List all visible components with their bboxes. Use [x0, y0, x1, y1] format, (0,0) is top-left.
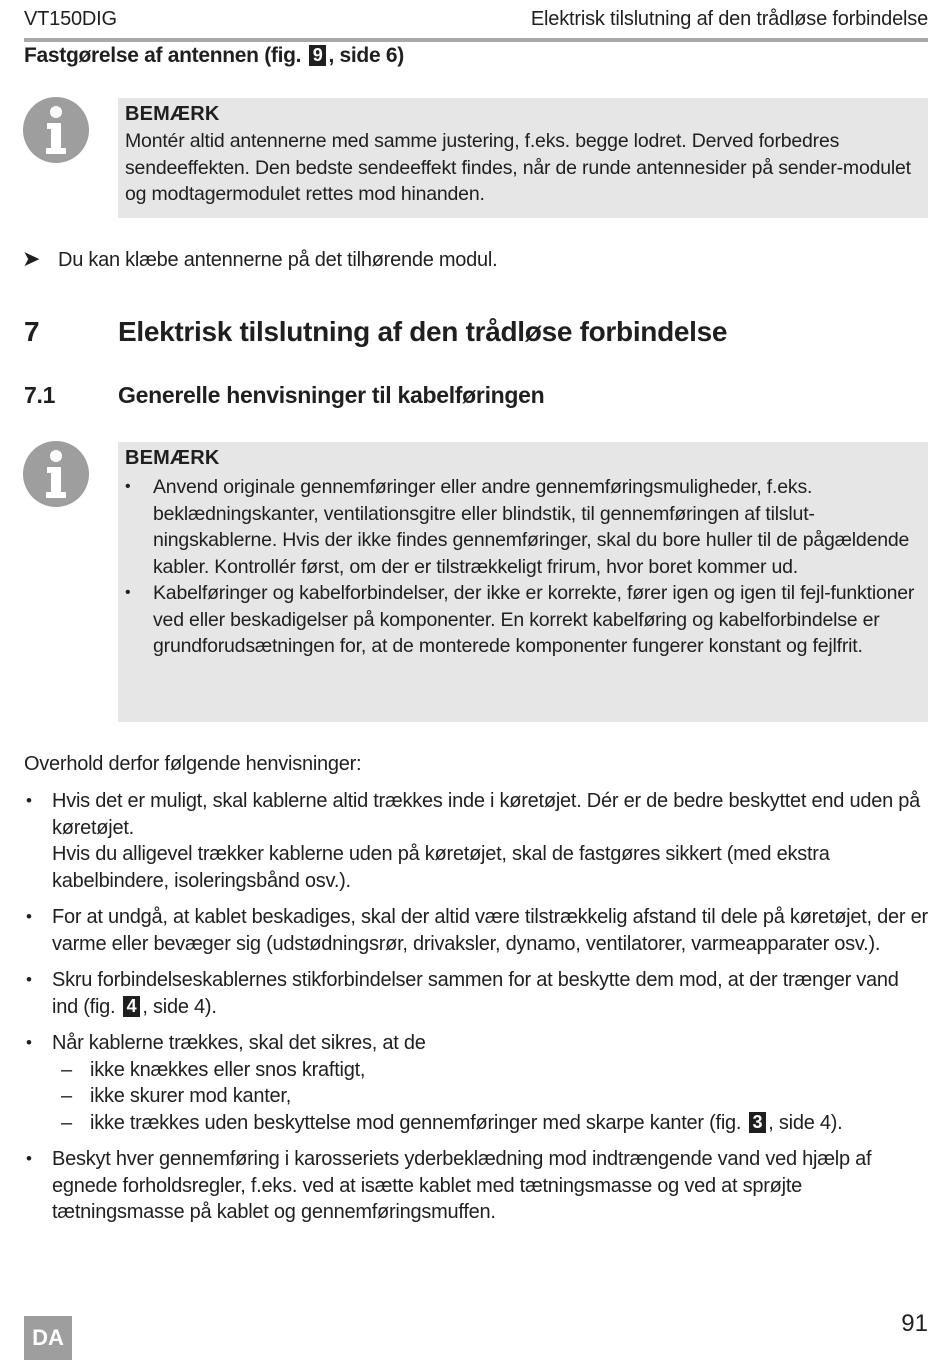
list-item: [24, 788, 928, 894]
intro-paragraph: Overhold derfor følgende henvisninger:: [24, 753, 362, 775]
list-item: [24, 1030, 928, 1136]
figure-ref-badge: 9: [309, 45, 327, 66]
antenna-heading-suffix: , side 6): [328, 44, 404, 67]
header-product-name: VT150DIG: [24, 8, 117, 30]
list-item-text: , side 4).: [142, 995, 217, 1018]
sub-list-item-text: , side 4).: [768, 1111, 843, 1134]
info-icon: [23, 441, 89, 507]
note-bullet: • Anvend originale gennemføringer eller andre gennemføringsmuligheder, f.eks. beklædningskanter, ventilationsgitre eller blindstik, til gennemføringen af tilslut-ningskablerne. Hvis der ikke findes gennemføringer, skal du bore huller til de pågældende kabler. Kontrollér først, om der er tilstrækkeligt frirum, hvor boret kommer ud.: [125, 474, 920, 580]
figure-ref-badge: 3: [749, 1112, 767, 1133]
sub-list-item-text: ikke trækkes uden beskyttelse mod gennemføringer med skarpe kanter (fig.: [90, 1111, 742, 1134]
note-title: BEMÆRK: [125, 103, 220, 125]
list-item-text: Skru forbindelseskablernes stikforbindelser sammen for at beskytte dem mod, at der trænger vand ind (fig.: [52, 969, 899, 1018]
list-item-text: • Hvis det er muligt, skal kablerne altid trækkes inde i køretøjet. Dér er de bedre beskyttet end uden på køretøjet.: [52, 790, 921, 839]
antenna-heading-prefix: Fastgørelse af antennen (fig.: [24, 44, 302, 67]
antenna-heading: [24, 44, 404, 68]
figure-ref-badge: 4: [123, 996, 141, 1017]
subsection-heading: [24, 382, 544, 409]
list-item-text: Hvis du alligevel trækker kablerne uden på køretøjet, skal de fastgøres sikkert (med ekstra kabelbindere, isoleringsbånd osv.).: [52, 843, 830, 892]
sub-list-item: [52, 1110, 928, 1137]
note-title: BEMÆRK: [125, 447, 220, 469]
note-box: [118, 98, 928, 218]
page-number: 91: [901, 1310, 928, 1337]
list-item: [24, 904, 928, 957]
language-badge: DA: [24, 1316, 72, 1360]
subsection-title: Generelle henvisninger til kabelføringen: [118, 382, 545, 408]
note-text: Montér altid antennerne med samme justering, f.eks. begge lodret. Derved forbedres sendeeffekten. Den bedste sendeeffekt findes, når de runde antennesider på sender-modulet og modtagermodulet rettes mod hinanden.: [125, 130, 911, 205]
header-chapter-title: Elektrisk tilslutning af den trådløse forbindelse: [530, 8, 928, 30]
arrow-icon: ➤: [22, 246, 41, 271]
section-heading: [24, 316, 727, 348]
note-bullet: • Kabelføringer og kabelforbindelser, der ikke er korrekte, fører igen og igen til fejl-funktioner ved eller beskadigelser på komponenter. En korrekt kabelføring og kabelforbindelse er grundforudsætningen for, at de monterede komponenter fungerer konstant og fejlfrit.: [125, 580, 920, 660]
subsection-number: 7.1: [24, 382, 56, 408]
list-item-text: • Beskyt hver gennemføring i karosseriets yderbeklædning mod indtrængende vand ved hjælp af egnede forholdsregler, f.eks. ved at isætte kablet med tætningsmasse og ved at sprøjte tætningsmasse på kablet og gennemføringsmuffen.: [52, 1148, 872, 1223]
section-number: 7: [24, 316, 40, 347]
info-icon: [23, 97, 89, 163]
list-item-text: • For at undgå, at kablet beskadiges, skal der altid være tilstrækkelig afstand til dele på køretøjet, der er varme eller bevæger sig (udstødningsrør, drivaksler, dynamo, ventilatorer, varmeapparater osv.).: [52, 906, 928, 955]
instruction-text: Du kan klæbe antennerne på det tilhørende modul.: [58, 249, 498, 271]
sub-list-item: – ikke skurer mod kanter,: [52, 1083, 928, 1110]
instruction-step: [22, 246, 497, 274]
note-bullet-list: [125, 474, 920, 660]
list-item: [24, 1146, 928, 1226]
instruction-list: [24, 788, 928, 1236]
list-item-text: • Når kablerne trækkes, skal det sikres, at de: [52, 1032, 426, 1054]
sub-list-item: – ikke knækkes eller snos kraftigt,: [52, 1057, 928, 1084]
note-box: [118, 442, 928, 722]
section-title: Elektrisk tilslutning af den trådløse forbindelse: [118, 316, 728, 347]
list-item: [24, 967, 928, 1020]
header-divider: [24, 38, 928, 42]
